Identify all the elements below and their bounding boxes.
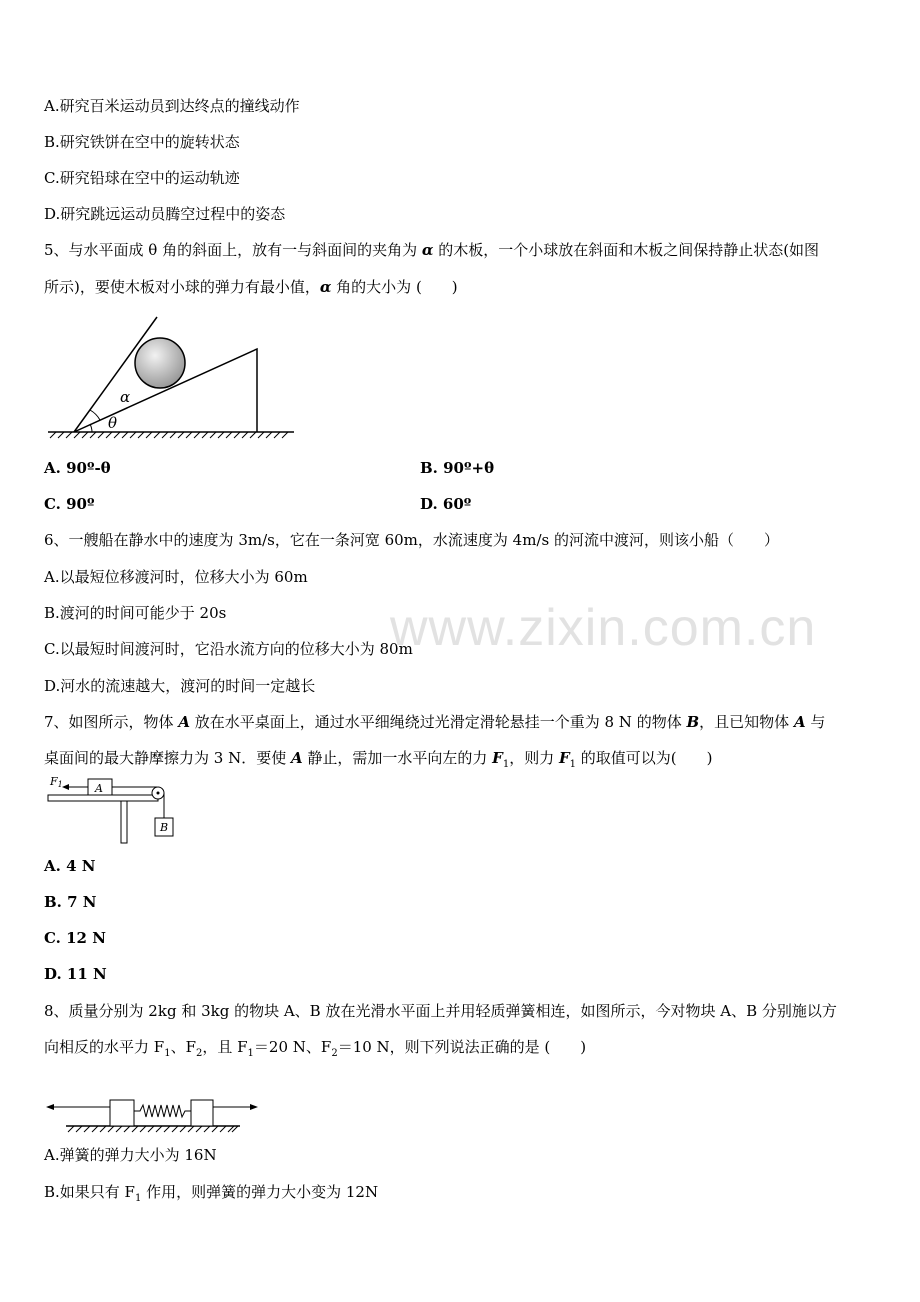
q6-option-b: B.渡河的时间可能少于 20s (44, 604, 227, 622)
q7-option-a: A. 4 N (44, 857, 96, 875)
q7-fig-block-b: B (160, 821, 169, 834)
q5-stem-line2: 所示)，要使木板对小球的弹力有最小值，α 角的大小为 ( ) (44, 278, 458, 296)
q8-stem-line1: 8、质量分别为 2kg 和 3kg 的物块 A、B 放在光滑水平面上并用轻质弹簧相连，如图所示，今对物块 A、B 分别施以方 (44, 1002, 837, 1020)
q5-option-b: B. 90º+θ (420, 459, 495, 477)
q5-option-d: D. 60º (420, 495, 472, 513)
q4-option-b: B.研究铁饼在空中的旋转状态 (44, 133, 240, 151)
watermark: www.zixin.com.cn (390, 599, 817, 657)
q7-stem-line1: 7、如图所示，物体 A 放在水平桌面上，通过水平细绳绕过光滑定滑轮悬挂一个重为 8 N 的物体 B，且已知物体 A 与 (44, 713, 826, 731)
q5-stem-line1: 5、与水平面成 θ 角的斜面上，放有一与斜面间的夹角为 α 的木板，一个小球放在斜面和木板之间保持静止状态(如图 (44, 241, 820, 259)
q6-stem: 6、一艘船在静水中的速度为 3m/s，它在一条河宽 60m，水流速度为 4m/s 的河流中渡河，则该小船（ ） (44, 531, 779, 549)
q8-option-b: B.如果只有 $F_1$ 作用，则弹簧的弹力大小变为 12N (44, 1183, 379, 1204)
q7-stem-line2: 桌面间的最大静摩擦力为 3 N．要使 A 静止，需加一水平向左的力 $F_1$，则力 $F_1$ 的取值可以为( ) (44, 749, 713, 770)
q5-option-a: A. 90º-θ (44, 459, 111, 477)
q8-stem-line2: 向相反的水平力 $F_1$、$F_2$，且 $F_1=20$ N、$F_2=10$ N，则下列说法正确的是 ( ) (44, 1038, 587, 1059)
q6-option-c: C.以最短时间渡河时，它沿水流方向的位移大小为 80m (44, 640, 413, 658)
q7-fig-block-a: A (95, 782, 103, 795)
q4-option-d: D.研究跳远运动员腾空过程中的姿态 (44, 205, 286, 223)
q7-option-d: D. 11 N (44, 965, 107, 983)
q8-option-a: A.弹簧的弹力大小为 16N (44, 1146, 217, 1164)
q7-fig-force-label: F1 (50, 775, 63, 789)
q4-option-a: A.研究百米运动员到达终点的撞线动作 (44, 97, 300, 115)
q5-fig-theta-label: θ (108, 414, 118, 432)
q6-option-a: A.以最短位移渡河时，位移大小为 60m (44, 568, 308, 586)
q7-option-c: C. 12 N (44, 929, 106, 947)
q7-option-b: B. 7 N (44, 893, 97, 911)
q5-fig-alpha-label: α (120, 388, 131, 406)
q6-option-d: D.河水的流速越大，渡河的时间一定越长 (44, 677, 316, 695)
q4-option-c: C.研究铅球在空中的运动轨迹 (44, 169, 240, 187)
q5-option-c: C. 90º (44, 495, 95, 513)
